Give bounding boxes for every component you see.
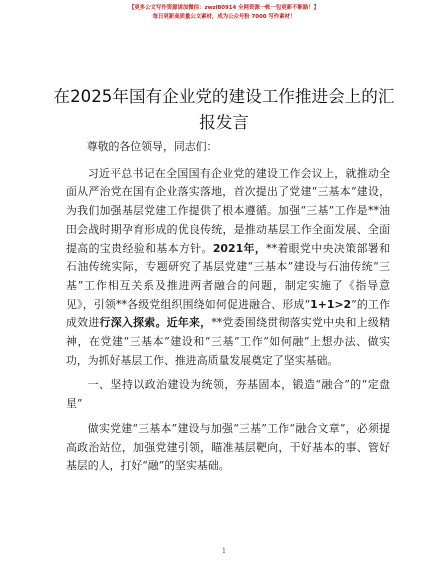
paragraph-1 — [66, 165, 390, 371]
paragraph-1-bold-year: 2021年， — [212, 241, 267, 255]
paragraph-1-text-e: **党委围绕贯彻落实党中央和上级精神，在党建“三基本”建设和“三基”工作“如何融”上想办法、做实功，为抓好基层工作、推进高质量发展奠定了坚实基础。 — [66, 316, 390, 367]
paragraph-1-text-a: 习近平总书记在全国国有企业党的建设工作会议上，就推动全面从严治党在国有企业落实落地，首次提出了党建“三基本”建设，为我们加强基层党建工作提供了根本遵循。加强“三基”工作是**油田会战时期孕育形成的优良传统，是推动基层工作全面发展、全面提高的宝贵经验和基本方针。 — [66, 166, 390, 255]
paragraph-1-text-d: ”的工作成效进 — [66, 297, 390, 330]
section-heading-1: 一、坚持以政治建设为统领，夯基固本，锻造“融合”的“定盘星” — [66, 378, 390, 411]
page-title: 在2025年国有企业党的建设工作推进会上的汇报发言 — [53, 87, 395, 132]
paragraph-2: 做实党建“三基本”建设与加强“三基”工作“融合文章”，必须提高政治站位，加强党建引领，瞄准基层靶向，干好基本的事、管好基层的人，打好“融”的坚实基础。 — [66, 421, 390, 473]
page-number: 1 — [221, 547, 227, 555]
salutation: 尊敬的各位领导，同志们： — [86, 140, 218, 153]
paragraph-1-bold-recent: 行深入探索。近年来， — [99, 316, 212, 330]
document-body — [66, 138, 390, 476]
promo-banner — [0, 4, 448, 21]
promo-banner-line-2: 每日更新高质量公文素材，成为公众号粉 7000 写作素材！ — [152, 13, 296, 20]
paragraph-1-text-c: **着眼党中央决策部署和石油传统实际，专题研究了基层党建“三基本”建设与石油传统“三基”工作相互关系及推进两者融合的问题，制定实施了《指导意见》，引领**各级党组织围绕如何促进融合、形成“ — [66, 241, 390, 311]
paragraph-1-bold-formula: 1+1>2 — [310, 297, 352, 311]
promo-banner-line-1: 【更多公文写作资源请加微信：zwzl80914 全网资源一帐一包更新不断路！】 — [128, 5, 320, 11]
